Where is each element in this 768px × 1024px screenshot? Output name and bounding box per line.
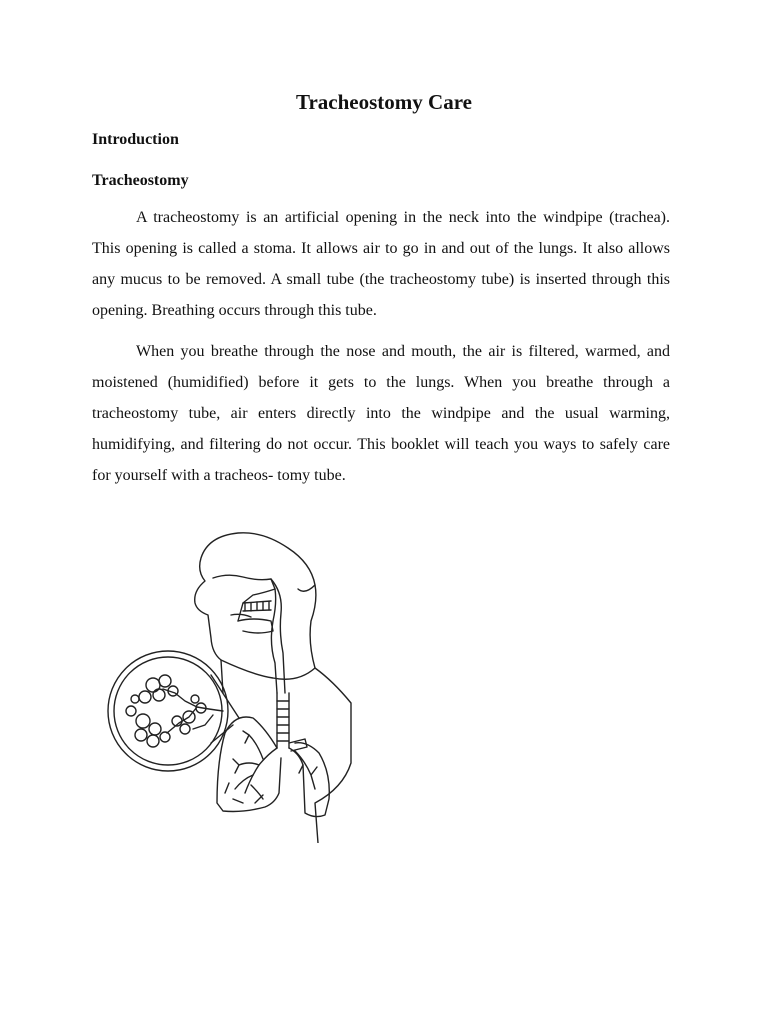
right-lung-icon bbox=[289, 743, 329, 817]
paragraph-1: A tracheostomy is an artificial opening in the neck into the windpipe (trachea). This opening is called a stoma. It allows air to go in and out of the lungs. It also allows any mucus to be removed. A small tube (the tracheostomy tube) is inserted through this opening. Breathing occurs through this tube. bbox=[92, 209, 670, 319]
left-lung-icon bbox=[217, 717, 281, 812]
subsection-heading: Tracheostomy bbox=[92, 172, 189, 189]
section-heading: Introduction bbox=[92, 131, 179, 148]
respiratory-system-figure bbox=[93, 503, 403, 843]
airway-icon bbox=[213, 575, 275, 621]
body-outline-icon bbox=[195, 533, 351, 843]
page-title: Tracheostomy Care bbox=[296, 90, 472, 114]
paragraph-2: When you breathe through the nose and mouth, the air is filtered, warmed, and moistened (humidified) before it gets to the lungs. When you breathe through a tracheostomy tube, air enters directly into the windpipe and the usual warming, humidifying, and filtering do not occur. This booklet will teach you ways to safely care for yourself with a tracheos- tomy tube. bbox=[92, 343, 670, 484]
